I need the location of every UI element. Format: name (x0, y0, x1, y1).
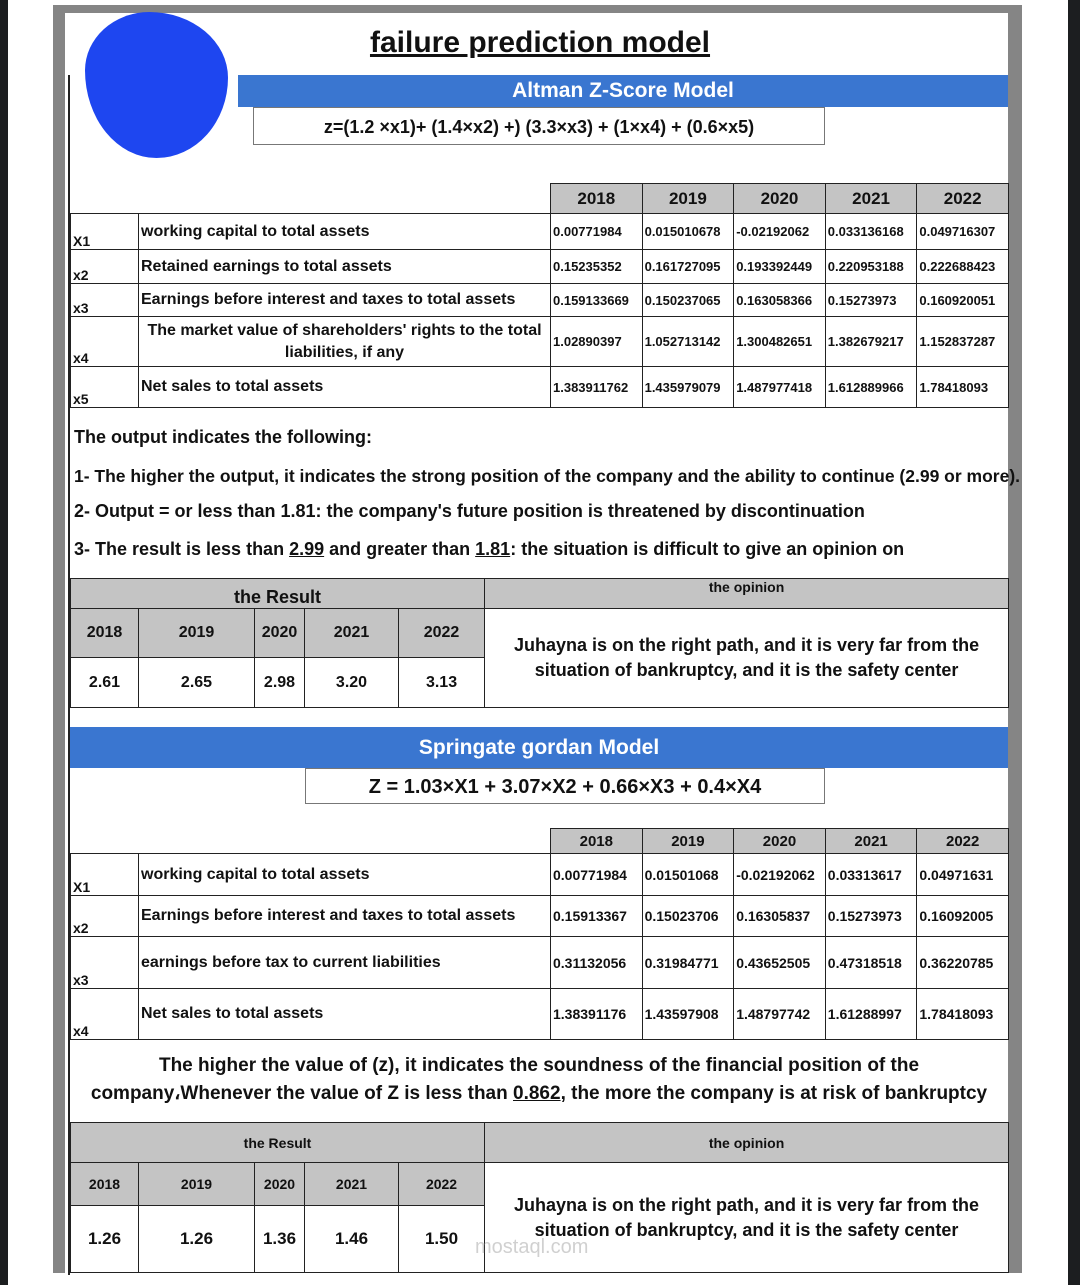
result-value: 3.20 (305, 658, 399, 708)
springate-formula: Z = 1.03×X1 + 3.07×X2 + 0.66×X3 + 0.4×X4 (305, 768, 825, 804)
cell: 0.193392449 (734, 250, 826, 284)
year-header: 2019 (139, 1163, 255, 1206)
cell: 0.161727095 (642, 250, 734, 284)
result-value: 1.36 (255, 1206, 305, 1273)
row-label: x4 (71, 317, 139, 367)
opinion-text: Juhayna is on the right path, and it is very far from the situation of bankruptcy, and it is the safety center (485, 609, 1009, 708)
result-value: 1.50 (399, 1206, 485, 1273)
table-row (71, 367, 1009, 408)
year-header: 2020 (255, 1163, 305, 1206)
opinion-text: Juhayna is on the right path, and it is very far from the situation of bankruptcy, and it is the safety center (485, 1163, 1009, 1273)
year-header: 2021 (825, 829, 917, 854)
row-description: Net sales to total assets (139, 989, 551, 1040)
threshold-upper: 2.99 (289, 539, 325, 559)
springate-note-1: The higher the value of (z), it indicates the soundness of the financial position of the (158, 1055, 920, 1076)
threshold-lower: 1.81 (475, 539, 511, 559)
cell: 0.03313617 (825, 854, 917, 896)
frame-left (53, 5, 65, 1273)
cell: 1.382679217 (825, 317, 917, 367)
row-label: x5 (71, 367, 139, 408)
cell: 0.43652505 (734, 937, 826, 989)
frame-top (53, 5, 1022, 13)
cell: 0.15023706 (642, 896, 734, 937)
row-description: earnings before tax to current liabilities (139, 937, 551, 989)
note-text: company،Whenever the value of Z is less than (90, 1083, 514, 1104)
frame-right (1008, 5, 1022, 1273)
cell: 0.00771984 (551, 214, 643, 250)
cell: 0.16092005 (917, 896, 1009, 937)
result-label: the Result (71, 1123, 485, 1163)
row-description: Retained earnings to total assets (139, 250, 551, 284)
year-header: 2019 (139, 609, 255, 658)
table-row (71, 214, 1009, 250)
year-header: 2020 (734, 184, 826, 214)
result-value: 1.26 (71, 1206, 139, 1273)
table-row (71, 989, 1009, 1040)
page-title: failure prediction model (369, 26, 711, 59)
springate-inputs-table (70, 828, 1009, 1040)
note-3-text: : the situation is difficult to give an opinion on (510, 539, 905, 559)
year-header: 2020 (255, 609, 305, 658)
cell: 0.033136168 (825, 214, 917, 250)
row-description: working capital to total assets (139, 854, 551, 896)
cell: 0.015010678 (642, 214, 734, 250)
cell: 1.38391176 (551, 989, 643, 1040)
table-row (71, 896, 1009, 937)
opinion-label: the opinion (485, 1123, 1009, 1163)
result-value: 3.13 (399, 658, 485, 708)
note-3-text: 3- The result is less than (74, 539, 290, 559)
cell: 1.435979079 (642, 367, 734, 408)
springate-note-2 (70, 1082, 1008, 1105)
result-value: 2.61 (71, 658, 139, 708)
cell: 0.00771984 (551, 854, 643, 896)
year-header: 2022 (917, 829, 1009, 854)
notes-intro: The output indicates the following: (74, 427, 372, 447)
cell: 0.150237065 (642, 284, 734, 317)
cell: 1.300482651 (734, 317, 826, 367)
note-3-text: and greater than (324, 539, 476, 559)
cell: 0.049716307 (917, 214, 1009, 250)
result-value: 1.26 (139, 1206, 255, 1273)
springate-heading: Springate gordan Model (70, 727, 1008, 768)
table-row (71, 854, 1009, 896)
cell: 0.15235352 (551, 250, 643, 284)
cell: 0.47318518 (825, 937, 917, 989)
cell: 0.16305837 (734, 896, 826, 937)
cell: 0.31132056 (551, 937, 643, 989)
threshold: 0.862 (513, 1083, 561, 1104)
watermark: mostaql.com (475, 1236, 589, 1258)
cell: 0.15273973 (825, 284, 917, 317)
row-label: x3 (71, 284, 139, 317)
cell: 0.31984771 (642, 937, 734, 989)
cell: 1.383911762 (551, 367, 643, 408)
row-description: Earnings before interest and taxes to total assets (139, 896, 551, 937)
cell: -0.02192062 (734, 214, 826, 250)
cell: 1.487977418 (734, 367, 826, 408)
result-value: 2.98 (255, 658, 305, 708)
row-label: x2 (71, 250, 139, 284)
cell: 0.222688423 (917, 250, 1009, 284)
row-description: working capital to total assets (139, 214, 551, 250)
cell: 0.15913367 (551, 896, 643, 937)
cell: 0.220953188 (825, 250, 917, 284)
cell: 1.612889966 (825, 367, 917, 408)
cell: 0.15273973 (825, 896, 917, 937)
year-header: 2018 (71, 1163, 139, 1206)
row-label: x3 (71, 937, 139, 989)
cell: 1.78418093 (917, 367, 1009, 408)
note-text: , the more the company is at risk of bankruptcy (560, 1083, 988, 1104)
year-header: 2021 (825, 184, 917, 214)
row-description: The market value of shareholders' rights to the total liabilities, if any (139, 317, 551, 367)
table-row (71, 250, 1009, 284)
year-header: 2018 (551, 184, 643, 214)
cell: 1.78418093 (917, 989, 1009, 1040)
year-header: 2022 (917, 184, 1009, 214)
row-label: X1 (71, 854, 139, 896)
row-label: x4 (71, 989, 139, 1040)
year-header: 2022 (399, 1163, 485, 1206)
year-header: 2022 (399, 609, 485, 658)
note-1: 1- The higher the output, it indicates the strong position of the company and the ability to continue (2.99 or more). (74, 466, 1021, 486)
cell: 0.36220785 (917, 937, 1009, 989)
cell: 0.163058366 (734, 284, 826, 317)
result-label: the Result (71, 579, 485, 609)
cell: 1.61288997 (825, 989, 917, 1040)
cell: -0.02192062 (734, 854, 826, 896)
cell: 1.48797742 (734, 989, 826, 1040)
year-header: 2019 (642, 829, 734, 854)
table-row (71, 937, 1009, 989)
row-description: Earnings before interest and taxes to total assets (139, 284, 551, 317)
altman-result-table (70, 578, 1009, 708)
year-header: 2019 (642, 184, 734, 214)
result-value: 1.46 (305, 1206, 399, 1273)
row-label: X1 (71, 214, 139, 250)
altman-formula: z=(1.2 ×x1)+ (1.4×x2) +) (3.3×x3) + (1×x4) + (0.6×x5) (253, 107, 825, 145)
table-row (71, 317, 1009, 367)
note-3 (74, 539, 904, 560)
cell: 1.152837287 (917, 317, 1009, 367)
cell: 1.43597908 (642, 989, 734, 1040)
year-header: 2021 (305, 609, 399, 658)
cell: 0.160920051 (917, 284, 1009, 317)
opinion-label: the opinion (485, 579, 1009, 609)
year-header: 2020 (734, 829, 826, 854)
cell: 0.04971631 (917, 854, 1009, 896)
cell: 1.052713142 (642, 317, 734, 367)
altman-heading: Altman Z-Score Model (238, 75, 1008, 107)
table-row (71, 284, 1009, 317)
year-header: 2018 (551, 829, 643, 854)
cell: 0.159133669 (551, 284, 643, 317)
cell: 0.01501068 (642, 854, 734, 896)
cell: 1.02890397 (551, 317, 643, 367)
result-value: 2.65 (139, 658, 255, 708)
note-2: 2- Output = or less than 1.81: the company's future position is threatened by discontinuation (74, 501, 865, 521)
year-header: 2021 (305, 1163, 399, 1206)
year-header: 2018 (71, 609, 139, 658)
row-label: x2 (71, 896, 139, 937)
row-description: Net sales to total assets (139, 367, 551, 408)
altman-inputs-table (70, 183, 1009, 408)
